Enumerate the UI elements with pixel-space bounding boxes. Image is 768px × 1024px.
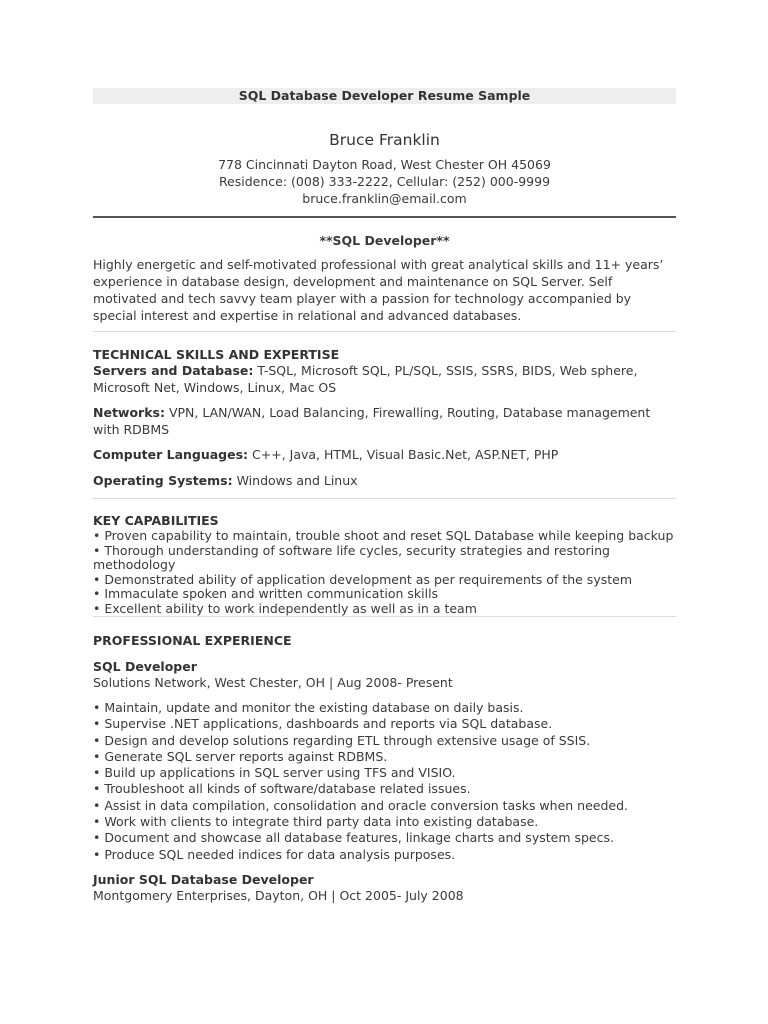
job-meta: Solutions Network, West Chester, OH | Aug 2008- Present <box>93 675 453 690</box>
resume-page <box>93 88 676 904</box>
skill-networks <box>93 405 676 438</box>
objective-title: **SQL Developer** <box>319 233 450 248</box>
skill-value: T-SQL, Microsoft SQL, PL/SQL, SSIS, SSRS, BIDS, Web sphere, Microsoft Net, Windows, Linux, Mac OS <box>93 363 638 395</box>
contact-address: 778 Cincinnati Dayton Road, West Chester OH 45069 <box>218 157 551 172</box>
skill-label: Servers and Database: <box>93 363 254 378</box>
capabilities-heading: KEY CAPABILITIES <box>93 513 219 528</box>
list-item: • Thorough understanding of software life cycles, security strategies and restoring methodology <box>93 544 676 573</box>
contact-block <box>93 156 676 207</box>
list-item: • Excellent ability to work independently as well as in a team <box>93 602 676 617</box>
list-item: • Assist in data compilation, consolidation and oracle conversion tasks when needed. <box>93 798 676 814</box>
skill-value: VPN, LAN/WAN, Load Balancing, Firewalling, Routing, Database management with RDBMS <box>93 405 651 437</box>
job-duties-list <box>93 700 676 863</box>
skill-value: Windows and Linux <box>232 472 358 488</box>
list-item: • Demonstrated ability of application development as per requirements of the system <box>93 573 676 588</box>
skill-label: Computer Languages: <box>93 447 249 462</box>
list-item: • Proven capability to maintain, trouble shoot and reset SQL Database while keeping backup <box>93 529 676 544</box>
contact-phones: Residence: (008) 333-2222, Cellular: (252) 000-9999 <box>218 174 551 189</box>
list-item: • Produce SQL needed indices for data analysis purposes. <box>93 847 676 863</box>
job-meta: Montgomery Enterprises, Dayton, OH | Oct 2005- July 2008 <box>93 887 464 903</box>
document-title: SQL Database Developer Resume Sample <box>93 88 676 104</box>
experience-heading: PROFESSIONAL EXPERIENCE <box>93 633 292 648</box>
list-item: • Generate SQL server reports against RDBMS. <box>93 749 676 765</box>
skill-servers-database <box>93 363 676 396</box>
skill-value: C++, Java, HTML, Visual Basic.Net, ASP.NET, PHP <box>248 447 559 462</box>
list-item: • Work with clients to integrate third party data into existing database. <box>93 814 676 830</box>
skill-label: Operating Systems: <box>93 472 233 488</box>
capabilities-list <box>93 529 676 616</box>
skill-operating-systems <box>93 473 676 490</box>
skill-label: Networks: <box>93 405 165 420</box>
list-item: • Document and showcase all database features, linkage charts and system specs. <box>93 830 676 846</box>
skill-computer-languages <box>93 447 676 464</box>
summary-paragraph: Highly energetic and self-motivated professional with great analytical skills and 11+ years’ experience in database design, development and maintenance on SQL Server. Self motivated and tech savvy team player with a passion for technology accompanied by special interest and expertise in relational and advanced databases. <box>93 257 664 323</box>
list-item: • Supervise .NET applications, dashboards and reports via SQL database. <box>93 716 676 732</box>
list-item: • Design and develop solutions regarding ETL through extensive usage of SSIS. <box>93 733 676 749</box>
contact-email: bruce.franklin@email.com <box>302 191 467 206</box>
list-item: • Immaculate spoken and written communication skills <box>93 587 676 602</box>
job-title: Junior SQL Database Developer <box>93 871 314 887</box>
list-item: • Build up applications in SQL server using TFS and VISIO. <box>93 765 676 781</box>
skills-heading: TECHNICAL SKILLS AND EXPERTISE <box>93 347 340 362</box>
list-item: • Troubleshoot all kinds of software/database related issues. <box>93 781 676 797</box>
candidate-name: Bruce Franklin <box>329 131 440 149</box>
header-divider <box>93 216 676 218</box>
list-item: • Maintain, update and monitor the existing database on daily basis. <box>93 700 676 716</box>
job-title: SQL Developer <box>93 659 197 674</box>
